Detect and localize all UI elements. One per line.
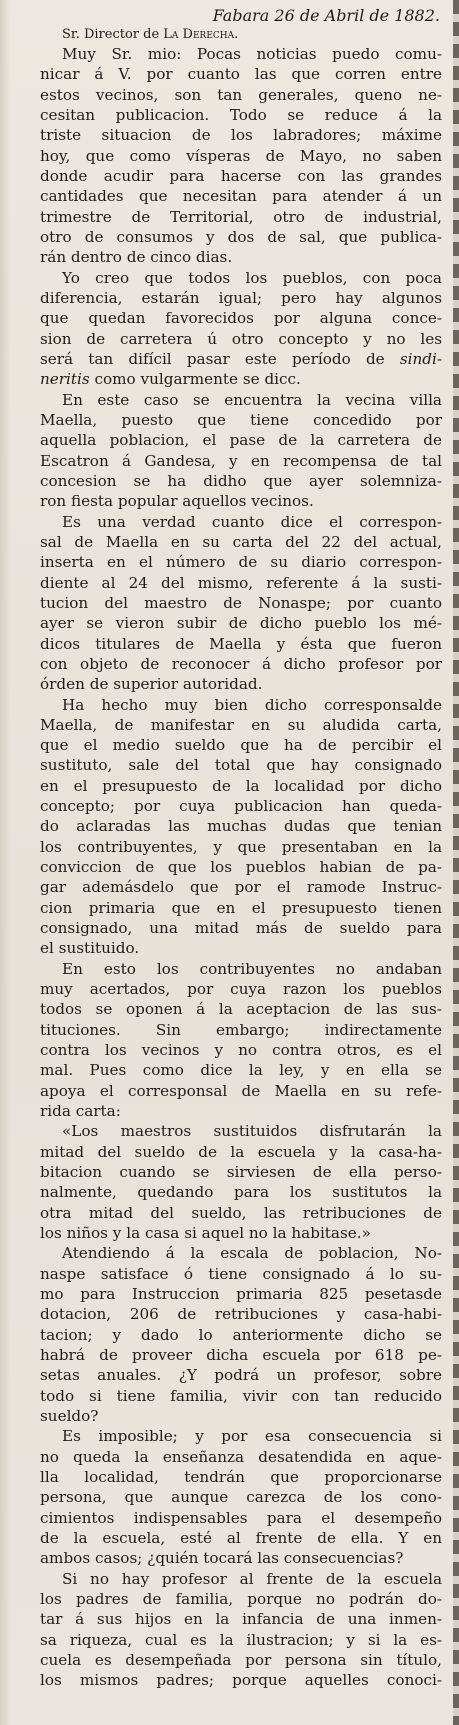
text-line-content: donde acudir para hacerse con las grandes [40,166,442,185]
text-line [40,1406,442,1426]
text-line [40,1243,442,1263]
text-line-content: hoy, que como vísperas de Mayo, no saben [40,146,442,165]
text-line-content: ayer se vieron subir de dicho pueblo los mé- [40,614,442,633]
text-line-content: de la escuela, esté al frente de ella. Y en [40,1528,442,1547]
text-line [40,1081,442,1101]
text-line [40,573,442,593]
text-line [40,735,442,755]
text-line [40,755,442,775]
adjacent-column-edge [453,0,459,1725]
text-line-content: todo si tiene familia, vivir con tan reducido [40,1386,442,1405]
text-line [40,959,442,979]
text-line-content: lla localidad, tendrán que proporcionarse [40,1467,442,1486]
italic-word: sindi- [399,349,442,368]
text-line [40,1203,442,1223]
text-line [40,308,442,328]
text-line-content: concesion se ha didho que ayer solemniza- [40,471,442,490]
text-line [40,430,442,450]
article-salutation [62,26,442,44]
text-line-content: cuela es desempeñada por persona sin título, [40,1650,442,1669]
text-line [40,1569,442,1589]
text-line-content: estos vecinos, son tan generales, queno ne- [40,85,442,104]
text-line [40,1121,442,1141]
text-line [40,898,442,918]
italic-word: neritis [40,370,90,389]
text-line-content: tucion del maestro de Nonaspe; por cuanto [40,593,442,612]
text-line [40,1284,442,1304]
text-line [40,288,442,308]
text-line [40,674,442,694]
text-line [40,1325,442,1345]
text-line [40,44,442,64]
text-line-content: órden de superior autoridad. [40,675,263,694]
text-line-content: nicar á V. por cuanto las que corren entre [40,65,442,84]
text-line-content: que quedan favorecidos por alguna conce- [40,309,442,328]
text-line [40,64,442,84]
text-line-content: cion primaria que en el presupuesto tienen [40,898,442,917]
text-line-content: los padres de familia, porque no podrán do- [40,1589,442,1608]
text-line-content: Escatron á Gandesa, y en recompensa de tal [40,451,442,470]
text-line [40,532,442,552]
text-line [40,186,442,206]
text-line-content: Yo creo que todos los pueblos, con poca [62,268,442,287]
text-line [40,329,442,349]
text-line [40,552,442,572]
text-line [40,1223,442,1243]
text-line-content: setas anuales. ¿Y podrá un profesor, sobre [40,1366,442,1385]
article-body [40,44,442,1691]
text-line-content: mal. Pues como dice la ley, y en ella se [40,1061,442,1080]
text-line [40,1650,442,1670]
text-line-content: los contribuyentes, y que presentaban en la [40,837,442,856]
text-line-content: los niños y la casa si aquel no la habitase.» [40,1224,371,1243]
text-line-content: Maella, de manifestar en su aludida carta, [40,715,442,734]
text-line-content: Es una verdad cuanto dice el correspon- [62,512,442,531]
text-line-content: Atendiendo á la escala de poblacion, No- [62,1244,442,1263]
text-line-content: nalmente, quedando para los sustitutos la [40,1183,442,1202]
text-line [40,634,442,654]
text-line [40,1447,442,1467]
text-line [40,1020,442,1040]
text-line [40,1040,442,1060]
text-line-content: muy acertados, por cuya razon los pueblos [40,980,442,999]
text-line [40,877,442,897]
text-line [40,1609,442,1629]
text-line-content: contra los vecinos y no contra otros, es el [40,1041,442,1060]
text-line-content: que el medio sueldo que ha de percibir el [40,736,442,755]
text-line-content: Muy Sr. mio: Pocas noticias puedo comu- [62,45,442,63]
text-line [40,1670,442,1690]
text-line-content: en el presupuesto de la localidad por dicho [40,776,442,795]
text-line [40,1528,442,1548]
article-column [40,6,442,1718]
text-line-content: Si no hay profesor al frente de la escuela [62,1569,442,1588]
text-line-content: será tan difícil pasar este período de [40,349,400,368]
text-line [40,695,442,715]
text-line [40,410,442,430]
text-line-content: naspe satisface ó tiene consignado á lo su- [40,1264,442,1283]
text-line [40,1304,442,1324]
text-line-content: concepto; por cuya publicacion han queda- [40,797,442,816]
text-line-content: sustituto, sale del total que hay consignado [40,756,442,775]
text-line [40,654,442,674]
text-line-content: gar ademásdelo que por el ramode Instruc- [40,878,442,897]
text-line [40,1060,442,1080]
text-line-content: diferencia, estarán igual; pero hay algunos [40,288,442,307]
text-line-content: tituciones. Sin embargo; indirectamente [40,1020,442,1039]
text-line [40,369,442,389]
text-line [40,227,442,247]
text-line-content: ron fiesta popular aquellos vecinos. [40,492,314,511]
text-line-content: diente al 24 del mismo, referente á la susti- [40,573,442,592]
text-line-content: sion de carretera ú otro concepto y no les [40,329,442,348]
text-line-content: En esto los contribuyentes no andaban [62,959,442,978]
salutation-prefix: Sr. Director de [62,27,164,42]
text-line-content: sal de Maella en su carta del 22 del actual, [40,532,442,551]
text-line [40,1386,442,1406]
text-line [40,207,442,227]
text-line [40,816,442,836]
text-line [40,1101,442,1121]
text-line [40,268,442,288]
text-line [40,1142,442,1162]
text-line-content: dicos titulares de Maella y ésta que fueron [40,634,442,653]
text-line [40,512,442,532]
text-line [40,1264,442,1284]
text-line [40,1162,442,1182]
text-line [40,471,442,491]
text-line [40,105,442,125]
article-dateline: Fabara 26 de Abril de 1882. [212,6,440,25]
text-line [40,1630,442,1650]
text-line [40,390,442,410]
text-line-content: trimestre de Territorial, otro de industrial, [40,207,442,226]
text-line-content: Es imposible; y por esa consecuencia si [62,1427,442,1446]
text-line [40,776,442,796]
text-line [40,918,442,938]
text-line [40,796,442,816]
text-line [40,1548,442,1568]
text-line-content: inserta en el número de su diario correspon- [40,553,442,572]
text-line [40,166,442,186]
text-line-content: mitad del sueldo de la escuela y la casa-ha- [40,1142,442,1161]
text-line [40,837,442,857]
text-line [40,1345,442,1365]
text-line-continuation: como vulgarmente se dicc. [89,370,301,389]
text-line [40,1589,442,1609]
newspaper-name: La Derecha. [163,27,239,42]
text-line-content: el sustituido. [40,939,140,958]
text-line [40,1426,442,1446]
text-line [40,85,442,105]
text-line [40,451,442,471]
text-line-content: sueldo? [40,1406,99,1425]
text-line-content: do aclaradas las muchas dudas que tenian [40,817,442,836]
text-line-content: cimientos indispensables para el desempeño [40,1508,442,1527]
text-line-content: otra mitad del sueldo, las retribuciones de [40,1203,442,1222]
text-line-content: «Los maestros sustituidos disfrutarán la [62,1122,442,1141]
text-line-content: rida carta: [40,1102,121,1121]
text-line [40,1182,442,1202]
text-line-content: los mismos padres; porque aquelles conoci- [40,1671,442,1690]
text-line-content: tar á sus hijos en la infancia de una inmen- [40,1610,442,1629]
text-line [40,247,442,267]
text-line [40,1467,442,1487]
text-line [40,979,442,999]
text-line-content: Ha hecho muy bien dicho corresponsalde [62,695,442,714]
text-line-content: rán dentro de cinco dias. [40,248,233,267]
text-line [40,999,442,1019]
text-line-content: persona, que aunque carezca de los cono- [40,1488,442,1507]
text-line-content: habrá de proveer dicha escuela por 618 pe- [40,1346,442,1364]
text-line-content: bitacion cuando se sirviesen de ella perso- [40,1163,442,1182]
text-line [40,349,442,369]
text-line [40,1508,442,1528]
text-line-content: En este caso se encuentra la vecina villa [62,390,442,409]
text-line-content: otro de consumos y dos de sal, que publica- [40,227,442,246]
text-line-content: con objeto de reconocer á dicho profesor por [40,654,442,673]
text-line [40,593,442,613]
text-line [40,613,442,633]
text-line-content: cantidades que necesitan para atender á un [40,187,442,206]
text-line-content: aquella poblacion, el pase de la carretera de [40,431,442,450]
text-line-content: apoya el corresponsal de Maella en su refe- [40,1081,442,1100]
text-line-content: conviccion de que los pueblos habian de pa- [40,858,442,877]
text-line-content: Maella, puesto que tiene concedido por [40,410,442,429]
text-line [40,715,442,735]
text-line-content: mo para Instruccion primaria 825 pesetasde [40,1285,442,1304]
text-line [40,146,442,166]
text-line [40,125,442,145]
page-gutter-shadow [0,0,10,1725]
text-line-content: tacion; y dado lo anteriormente dicho se [40,1325,442,1344]
text-line [40,938,442,958]
text-line [40,1487,442,1507]
text-line-content: triste situacion de los labradores; máxime [40,126,442,145]
text-line-content: todos se oponen á la aceptacion de las sus- [40,1000,442,1019]
text-line-content: dotacion, 206 de retribuciones y casa-habi- [40,1305,442,1324]
text-line [40,857,442,877]
text-line-content: consignado, una mitad más de sueldo para [40,919,442,938]
text-line [40,1365,442,1385]
text-line-content: sa riqueza, cual es la ilustracion; y si la es- [40,1630,442,1649]
text-line [40,491,442,511]
text-line-content: ambos casos; ¿quién tocará las consecuencias? [40,1549,404,1568]
text-line-content: no queda la enseñanza desatendida en aque- [40,1447,442,1466]
text-line-content: cesitan publicacion. Todo se reduce á la [40,105,442,124]
